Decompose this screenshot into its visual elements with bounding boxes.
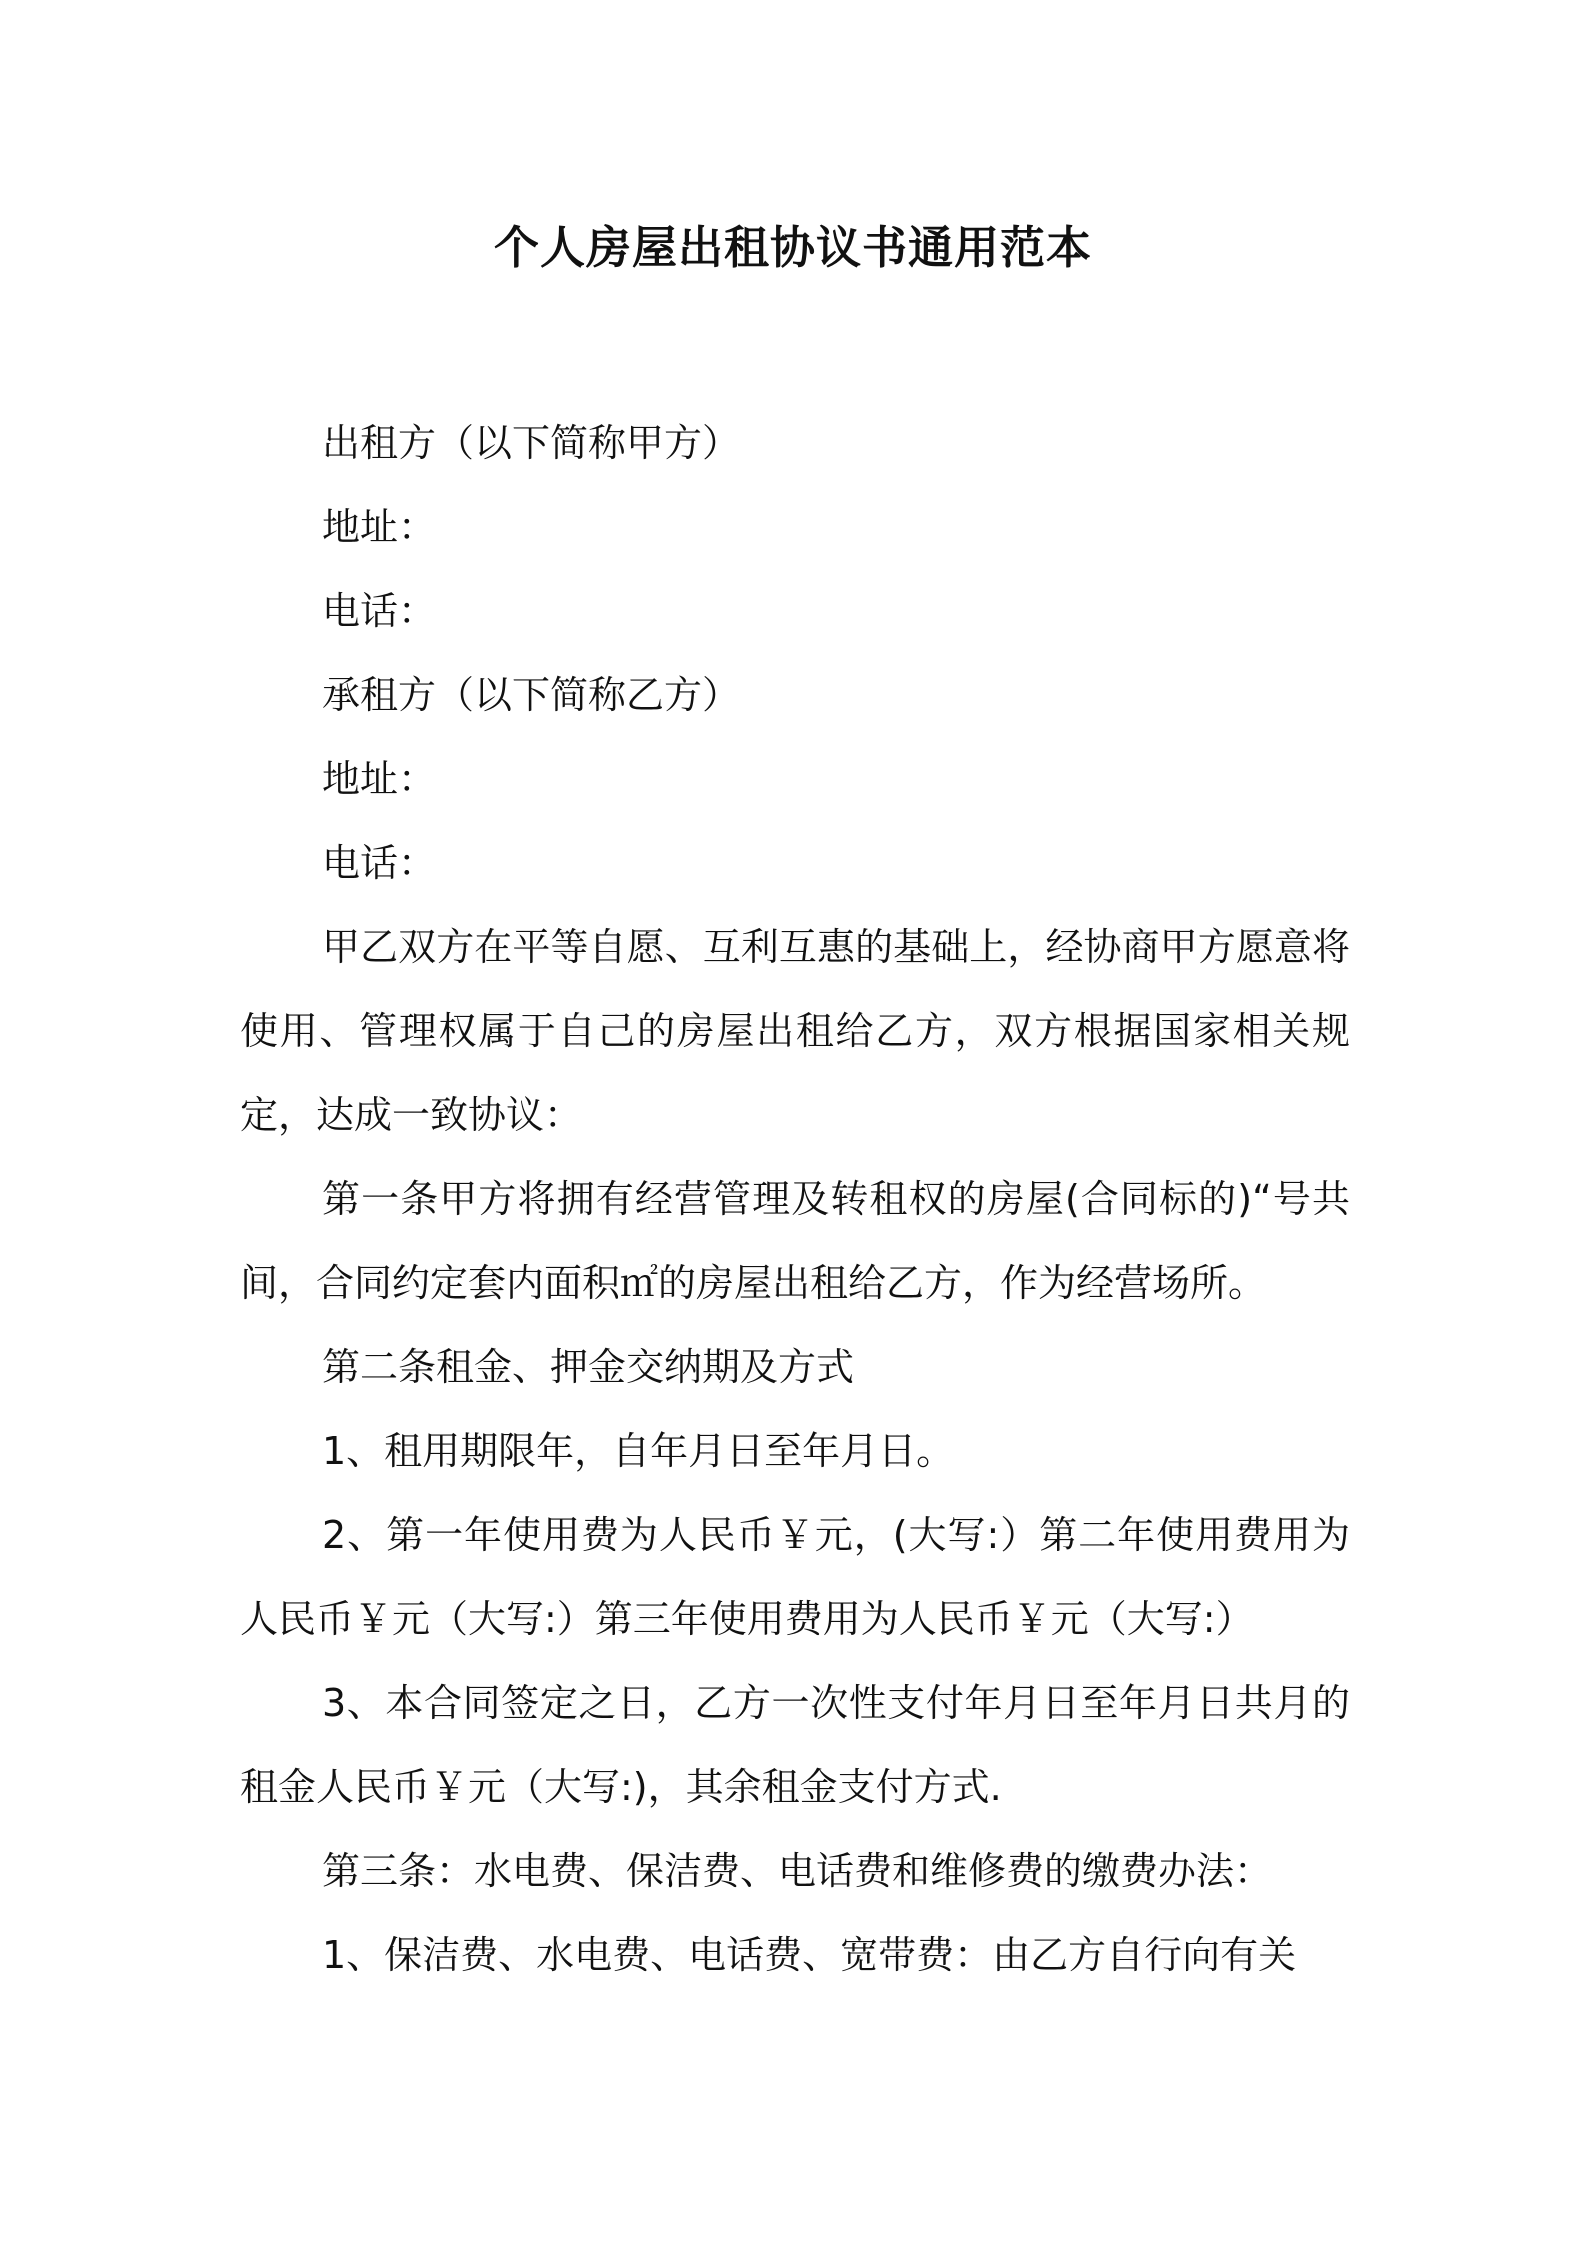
article-3-heading: 第三条：水电费、保洁费、电话费和维修费的缴费办法： xyxy=(322,1849,1273,1893)
article-3-item-1: 1、保洁费、水电费、电话费、宽带费：由乙方自行向有关 xyxy=(322,1933,1297,1977)
lessee-line: 承租方（以下简称乙方） xyxy=(322,673,741,717)
preamble-paragraph: 甲乙双方在平等自愿、互利互惠的基础上，经协商甲方愿意将使用、管理权属于自己的房屋出租给乙方，双方根据国家相关规定，达成一致协议： xyxy=(240,925,1350,1137)
lessor-phone-line: 电话： xyxy=(322,589,437,633)
document-title: 个人房屋出租协议书通用范本 xyxy=(493,221,1092,274)
article-1-paragraph: 第一条甲方将拥有经营管理及转租权的房屋(合同标的)“号共间，合同约定套内面积㎡的房屋出租给乙方，作为经营场所。 xyxy=(240,1177,1350,1305)
document-body xyxy=(240,401,1350,1997)
lessor-address-line: 地址： xyxy=(322,505,437,549)
lessor-line: 出租方（以下简称甲方） xyxy=(322,421,741,465)
article-2-item-3: 3、本合同签定之日，乙方一次性支付年月日至年月日共月的租金人民币￥元（大写:)，其余租金支付方式. xyxy=(240,1681,1350,1809)
lessee-phone-line: 电话： xyxy=(322,841,437,885)
article-2-item-1: 1、租用期限年，自年月日至年月日。 xyxy=(322,1429,955,1473)
article-2-item-2: 2、第一年使用费为人民币￥元，(大写:）第二年使用费用为人民币￥元（大写:）第三年使用费用为人民币￥元（大写:） xyxy=(240,1513,1350,1641)
lessee-address-line: 地址： xyxy=(322,757,437,801)
article-2-heading: 第二条租金、押金交纳期及方式 xyxy=(322,1345,855,1389)
